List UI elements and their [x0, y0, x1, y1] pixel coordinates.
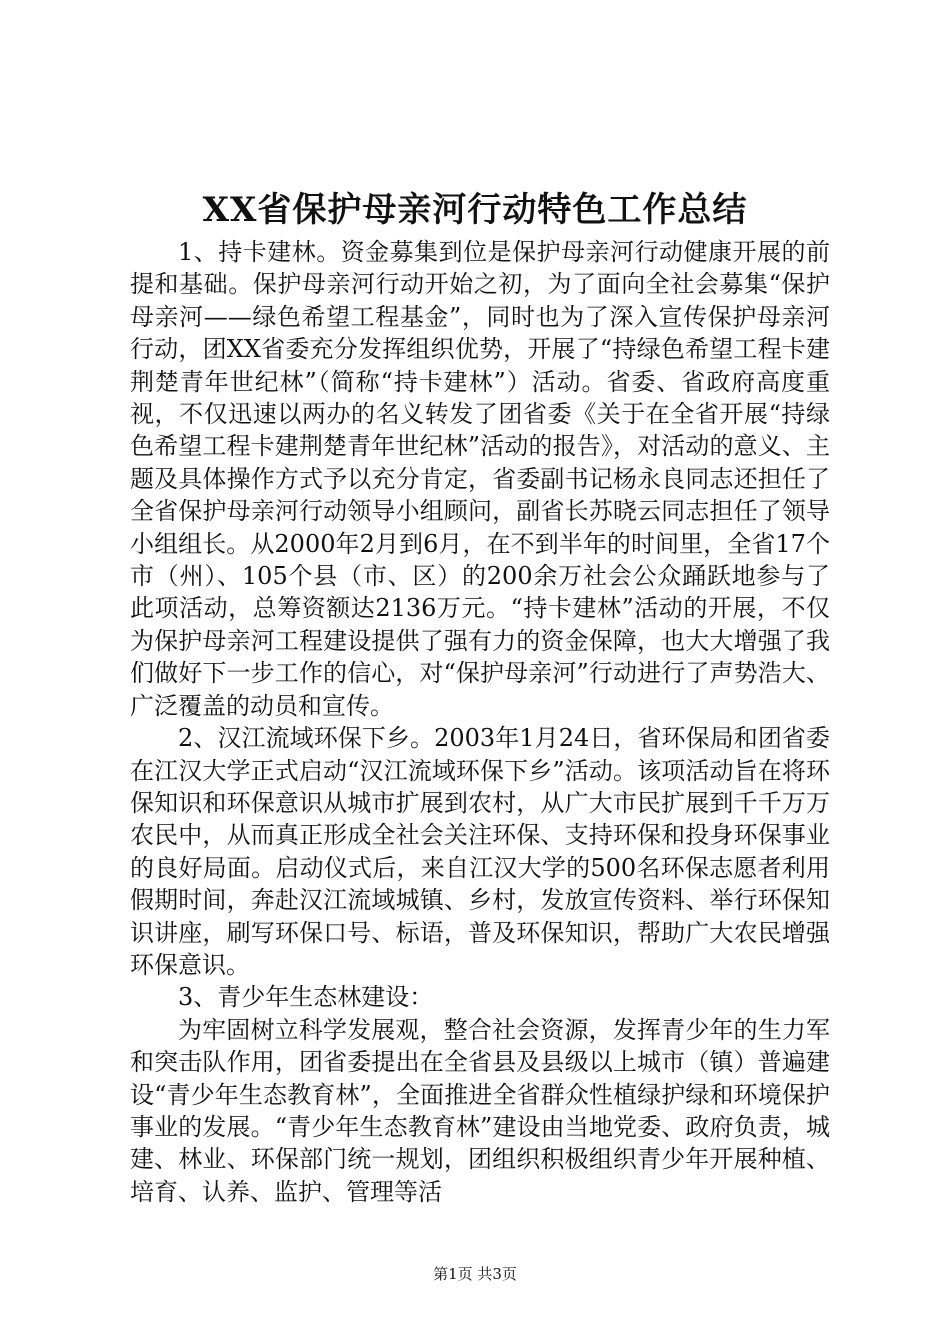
paragraph-hanjiang-environment: 2、汉江流域环保下乡。2003年1月24日，省环保局和团省委在江汉大学正式启动“汉江流域环保下乡”活动。该项活动旨在将环保知识和环保意识从城市扩展到农村，从广大市民扩展到千千万万农民中，从而真正形成全社会关注环保、支持环保和投身环保事业的良好局面。启动仪式后，来自江汉大学的500名环保志愿者利用假期时间，奔赴汉江流域城镇、乡村，发放宣传资料、举行环保知识讲座，刷写环保口号、标语，普及环保知识，帮助广大农民增强环保意识。 — [130, 724, 830, 979]
paragraph-youth-forest-heading: 3、青少年生态林建设： — [178, 983, 434, 1012]
document-body — [130, 236, 830, 1208]
paragraph-youth-forest-body: 为牢固树立科学发展观，整合社会资源，发挥青少年的生力军和突击队作用，团省委提出在全省县及县级以上城市（镇）普遍建设“青少年生态教育林”，全面推进全省群众性植绿护绿和环境保护事业的发展。“青少年生态教育林”建设由当地党委、政府负责，城建、林业、环保部门统一规划，团组织积极组织青少年开展种植、培育、认养、监护、管理等活 — [130, 1015, 830, 1206]
paragraph-card-forest: 1、持卡建林。资金募集到位是保护母亲河行动健康开展的前提和基础。保护母亲河行动开始之初，为了面向全社会募集“保护母亲河——绿色希望工程基金”，同时也为了深入宣传保护母亲河行动，团XX省委充分发挥组织优势，开展了“持绿色希望工程卡建荆楚青年世纪林”（简称“持卡建林”）活动。省委、省政府高度重视，不仅迅速以两办的名义转发了团省委《关于在全省开展“持绿色希望工程卡建荆楚青年世纪林”活动的报告》，对活动的意义、主题及具体操作方式予以充分肯定，省委副书记杨永良同志还担任了全省保护母亲河行动领导小组顾问，副省长苏晓云同志担任了领导小组组长。从2000年2月到6月，在不到半年的时间里，全省17个市（州）、105个县（市、区）的200余万社会公众踊跃地参与了此项活动，总筹资额达2136万元。“持卡建林”活动的开展，不仅为保护母亲河工程建设提供了强有力的资金保障，也大大增强了我们做好下一步工作的信心，对“保护母亲河”行动进行了声势浩大、广泛覆盖的动员和宣传。 — [130, 238, 830, 720]
page-footer: 第1页 共3页 — [433, 1265, 517, 1283]
document-title: XX省保护母亲河行动特色工作总结 — [202, 190, 748, 230]
